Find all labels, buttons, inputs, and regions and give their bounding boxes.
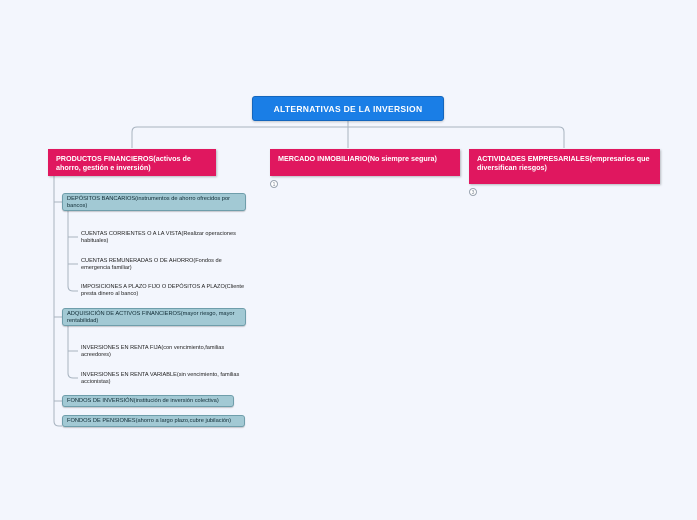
count-badge-icon[interactable]: 1 bbox=[270, 180, 278, 188]
subtopic-depositos-bancarios[interactable]: DEPÓSITOS BANCARIOS(instrumentos de ahorro ofrecidos por bancos) bbox=[62, 193, 246, 211]
root-topic-label: ALTERNATIVAS DE LA INVERSION bbox=[273, 103, 423, 114]
leaf-imposiciones-plazo-fijo[interactable]: IMPOSICIONES A PLAZO FIJO O DEPÓSITOS A PLAZO(Cliente presta dinero al banco) bbox=[81, 284, 245, 298]
branch-actividades-empresariales[interactable] bbox=[469, 149, 660, 184]
root-topic[interactable] bbox=[252, 96, 444, 121]
branch-label: PRODUCTOS FINANCIEROS(activos de ahorro, gestión e inversión) bbox=[56, 154, 191, 172]
connector-root-right bbox=[348, 127, 564, 148]
connector-leaves-2 bbox=[68, 326, 78, 378]
leaf-renta-fija[interactable]: INVERSIONES EN RENTA FIJA(con vencimiento,familias acreedores) bbox=[81, 345, 225, 359]
subtopic-fondos-inversion[interactable]: FONDOS DE INVERSIÓN(institución de inversión colectiva) bbox=[62, 395, 234, 407]
leaf-renta-variable[interactable]: INVERSIONES EN RENTA VARIABLE(sin vencimiento, familias accionistas) bbox=[81, 372, 240, 386]
count-badge-icon[interactable]: 3 bbox=[469, 188, 477, 196]
branch-mercado-inmobiliario[interactable] bbox=[270, 149, 460, 176]
leaf-cuentas-remuneradas[interactable]: CUENTAS REMUNERADAS O DE AHORRO(Fondos de emergencia familiar) bbox=[81, 258, 222, 272]
subtopic-activos-financieros[interactable]: ADQUISICIÓN DE ACTIVOS FINANCIEROS(mayor riesgo, mayor rentabilidad) bbox=[62, 308, 246, 326]
branch-productos-financieros[interactable] bbox=[48, 149, 216, 176]
connector-leaves-1 bbox=[68, 211, 78, 291]
branch-label: MERCADO INMOBILIARIO(No siempre segura) bbox=[278, 154, 437, 163]
connector-spine bbox=[54, 176, 62, 426]
subtopic-fondos-pensiones[interactable]: FONDOS DE PENSIONES(ahorro a largo plazo,cubre jubilación) bbox=[62, 415, 245, 427]
leaf-cuentas-corrientes[interactable]: CUENTAS CORRIENTES O A LA VISTA(Realizar operaciones habituales) bbox=[81, 231, 236, 245]
branch-label: ACTIVIDADES EMPRESARIALES(empresarios que diversifican riesgos) bbox=[477, 154, 650, 172]
connector-root-left bbox=[132, 121, 348, 148]
